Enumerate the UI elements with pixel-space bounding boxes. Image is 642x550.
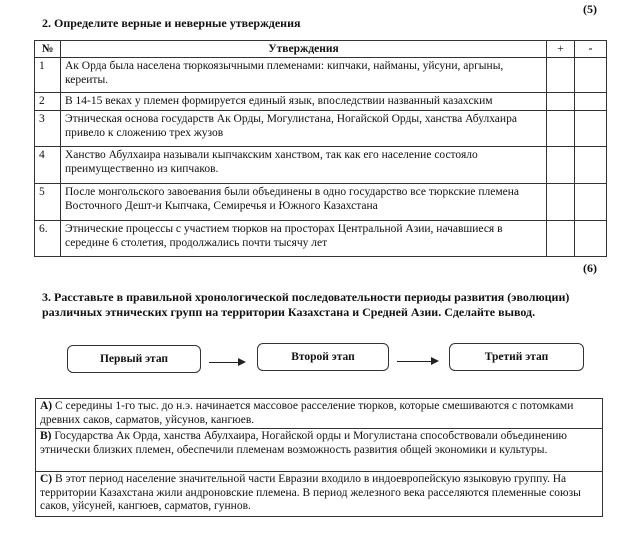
stage-second-box[interactable]: Второй этап bbox=[257, 343, 389, 371]
row-number: 2 bbox=[35, 93, 61, 111]
answer-minus-cell[interactable] bbox=[575, 184, 607, 221]
row-statement: Ханство Абулхаира называли кыпчакским ханством, так как его население состояло преимущественно из кипчаков. bbox=[61, 147, 547, 184]
arrow-right-icon bbox=[397, 361, 437, 362]
row-number: 3 bbox=[35, 111, 61, 147]
row-number: 4 bbox=[35, 147, 61, 184]
answer-plus-cell[interactable] bbox=[547, 147, 575, 184]
option-letter: В) bbox=[40, 430, 52, 442]
stage-third-box[interactable]: Третий этап bbox=[449, 343, 584, 371]
option-text: С середины 1-го тыс. до н.э. начинается массовое расселение тюрков, которые смешиваются с потомками древних саков, сарматов, уйсунов, кангюев. bbox=[40, 400, 574, 426]
table-row bbox=[35, 111, 607, 147]
option-b bbox=[36, 429, 603, 472]
row-statement: Этнические процессы с участием тюрков на просторах Центральной Азии, начавшиеся в середине 6 столетия, продолжались почти тысячу лет bbox=[61, 221, 547, 257]
answer-plus-cell[interactable] bbox=[547, 111, 575, 147]
header-plus: + bbox=[547, 41, 575, 58]
stage-first-box[interactable]: Первый этап bbox=[67, 345, 201, 373]
statements-table bbox=[34, 40, 607, 257]
task2-title: 2. Определите верные и неверные утверждения bbox=[42, 16, 301, 30]
row-number: 5 bbox=[35, 184, 61, 221]
option-a bbox=[36, 399, 603, 429]
task3-title-line2: различных этнических групп на территории Казахстана и Средней Азии. Сделайте вывод. bbox=[42, 305, 536, 319]
options-table bbox=[35, 398, 603, 517]
answer-minus-cell[interactable] bbox=[575, 93, 607, 111]
table-row bbox=[35, 221, 607, 257]
answer-minus-cell[interactable] bbox=[575, 111, 607, 147]
option-text: Государства Ак Орда, ханства Абулхаира, Ногайской орды и Могулистана способствовали объединению этнически близких племен, обеспечили племенам возможность развития общей экономики и культуры. bbox=[40, 430, 567, 456]
answer-plus-cell[interactable] bbox=[547, 58, 575, 93]
row-number: 6. bbox=[35, 221, 61, 257]
task3-score: (6) bbox=[583, 261, 597, 275]
answer-plus-cell[interactable] bbox=[547, 93, 575, 111]
option-letter: С) bbox=[40, 473, 53, 485]
task3-title-line1: 3. Расставьте в правильной хронологической последовательности периоды развития (эволюции) bbox=[42, 290, 570, 304]
arrow-right-icon bbox=[209, 362, 244, 363]
table-row bbox=[35, 93, 607, 111]
option-text: В этот период население значительной части Евразии входило в индоевропейскую языковую группу. На территории Казахстана жили андроновские племена. В период железного века расселяются племенные союзы саков, уйсуней, кангюев, сарматов, гуннов. bbox=[40, 473, 581, 512]
answer-minus-cell[interactable] bbox=[575, 147, 607, 184]
header-statement: Утверждения bbox=[61, 41, 547, 58]
task2-score: (5) bbox=[583, 2, 597, 16]
row-statement: Этническая основа государств Ак Орды, Могулистана, Ногайской Орды, ханства Абулхаира привело к сложению трех жузов bbox=[61, 111, 547, 147]
answer-plus-cell[interactable] bbox=[547, 221, 575, 257]
row-statement: Ак Орда была населена тюркоязычными племенами: кипчаки, найманы, уйсуни, аргыны, кереиты. bbox=[61, 58, 547, 93]
row-statement: В 14-15 веках у племен формируется единый язык, впоследствии названный казахским bbox=[61, 93, 547, 111]
row-number: 1 bbox=[35, 58, 61, 93]
table-row bbox=[35, 184, 607, 221]
answer-minus-cell[interactable] bbox=[575, 58, 607, 93]
table-row bbox=[35, 147, 607, 184]
header-num: № bbox=[35, 41, 61, 58]
table-header-row bbox=[35, 41, 607, 58]
header-minus: - bbox=[575, 41, 607, 58]
answer-plus-cell[interactable] bbox=[547, 184, 575, 221]
option-c bbox=[36, 472, 603, 517]
table-row bbox=[35, 58, 607, 93]
answer-minus-cell[interactable] bbox=[575, 221, 607, 257]
option-letter: А) bbox=[40, 400, 53, 412]
row-statement: После монгольского завоевания были объединены в одно государство все тюркские племена Восточного Дешт-и Кыпчака, Семиречья и Южного Казахстана bbox=[61, 184, 547, 221]
